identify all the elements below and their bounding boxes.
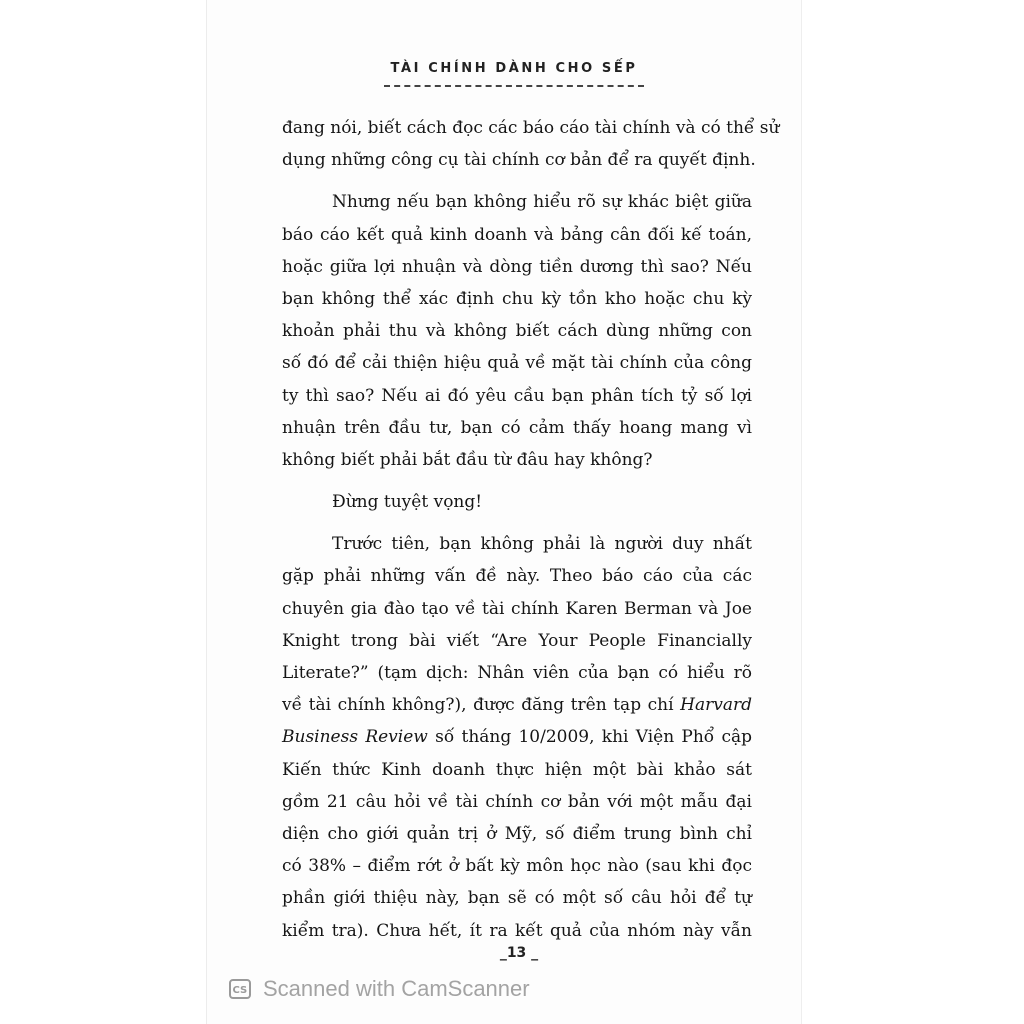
text-line: Literate?” (tạm dịch: Nhân viên của bạn có hiểu rõ bbox=[282, 663, 752, 683]
header-dashed-rule bbox=[384, 85, 644, 87]
body-text bbox=[282, 112, 780, 947]
text-line-with-italic bbox=[282, 721, 752, 753]
text-segment: về tài chính không?), được đăng trên tạp chí bbox=[282, 695, 681, 716]
page-number-value: 13 bbox=[506, 945, 527, 961]
text-line-with-italic bbox=[282, 689, 752, 721]
text-line: không biết phải bắt đầu từ đâu hay không? bbox=[282, 449, 653, 470]
page-number-dash-left: _ bbox=[499, 945, 507, 961]
text-line: ty thì sao? Nếu ai đó yêu cầu bạn phân tích tỷ số lợi bbox=[282, 385, 752, 406]
text-line: khoản phải thu và không biết cách dùng những con bbox=[282, 321, 752, 342]
text-line: dụng những công cụ tài chính cơ bản để ra quyết định. bbox=[282, 150, 756, 171]
watermark-text: Scanned with CamScanner bbox=[263, 976, 530, 1001]
journal-title-italic: Business Review bbox=[282, 727, 428, 748]
text-line: có 38% – điểm rớt ở bất kỳ môn học nào (sau khi đọc bbox=[282, 856, 752, 877]
page-number-dash-right: _ bbox=[526, 945, 539, 961]
camscanner-watermark bbox=[229, 975, 530, 1003]
text-line: số đó để cải thiện hiệu quả về mặt tài chính của công bbox=[282, 353, 752, 374]
text-line: báo cáo kết quả kinh doanh và bảng cân đối kế toán, bbox=[282, 224, 752, 245]
text-line: Đừng tuyệt vọng! bbox=[332, 492, 483, 513]
text-line: Nhưng nếu bạn không hiểu rõ sự khác biệt giữa bbox=[332, 192, 752, 213]
svg-text:CS: CS bbox=[232, 985, 248, 995]
text-line: nhuận trên đầu tư, bạn có cảm thấy hoang mang vì bbox=[282, 417, 752, 438]
text-line: diện cho giới quản trị ở Mỹ, số điểm trung bình chỉ bbox=[282, 823, 752, 844]
text-line: Trước tiên, bạn không phải là người duy nhất bbox=[332, 534, 752, 555]
text-line: hoặc giữa lợi nhuận và dòng tiền dương thì sao? Nếu bbox=[282, 256, 752, 277]
text-line: bạn không thể xác định chu kỳ tồn kho hoặc chu kỳ bbox=[282, 288, 752, 309]
page-number bbox=[494, 945, 544, 961]
text-line: kiểm tra). Chưa hết, ít ra kết quả của nhóm này vẫn bbox=[282, 920, 752, 941]
text-line: Knight trong bài viết “Are Your People Financially bbox=[282, 630, 752, 651]
camscanner-logo-icon bbox=[229, 979, 251, 999]
text-line: gặp phải những vấn đề này. Theo báo cáo của các bbox=[282, 566, 752, 587]
text-line: chuyên gia đào tạo về tài chính Karen Berman và Joe bbox=[282, 598, 752, 619]
journal-title-italic: Harvard bbox=[680, 695, 752, 716]
text-line: đang nói, biết cách đọc các báo cáo tài chính và có thể sử bbox=[282, 118, 780, 138]
text-line: Kiến thức Kinh doanh thực hiện một bài khảo sát bbox=[282, 759, 752, 780]
text-line: gồm 21 câu hỏi về tài chính cơ bản với một mẫu đại bbox=[282, 791, 752, 812]
running-header: TÀI CHÍNH DÀNH CHO SẾP bbox=[390, 61, 638, 76]
text-segment: số tháng 10/2009, khi Viện Phổ cập bbox=[427, 727, 752, 748]
text-line: phần giới thiệu này, bạn sẽ có một số câu hỏi để tự bbox=[282, 888, 752, 909]
